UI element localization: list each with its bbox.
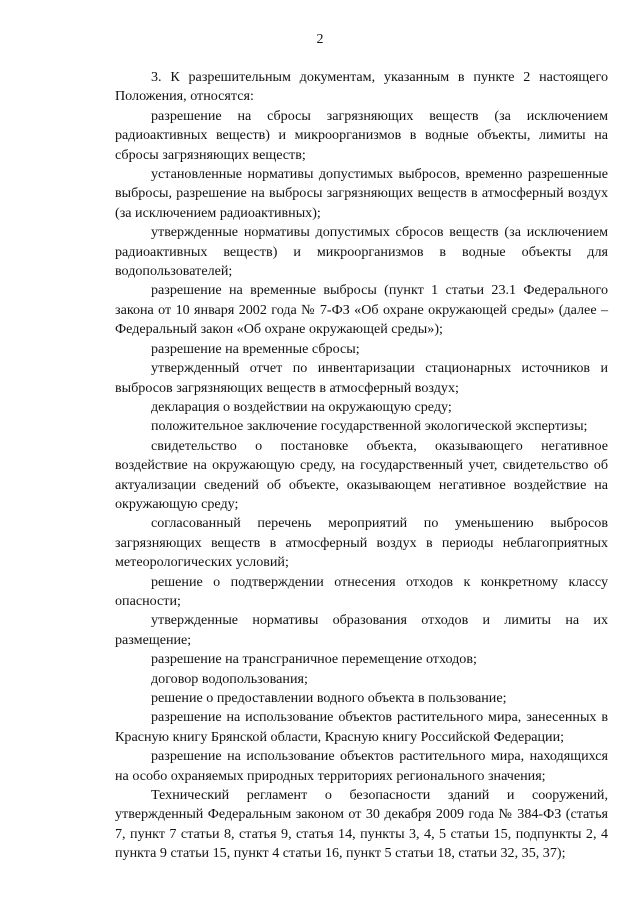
paragraph: установленные нормативы допустимых выбросов, временно разрешенные выбросы, разрешение на выбросы загрязняющих веществ в атмосферный воздух (за исключением радиоактивных); <box>115 166 608 221</box>
paragraph: решение о подтверждении отнесения отходов к конкретному классу опасности; <box>115 573 608 609</box>
paragraph: утвержденные нормативы образования отходов и лимиты на их размещение; <box>115 612 608 648</box>
paragraph: разрешение на использование объектов растительного мира, находящихся на особо охраняемых природных территориях регионального значения; <box>115 748 608 784</box>
paragraph: 3. К разрешительным документам, указанным в пункте 2 настоящего Положения, относятся: <box>115 69 608 105</box>
paragraph: разрешение на временные выбросы (пункт 1 статьи 23.1 Федерального закона от 10 января 2002 года № 7-ФЗ «Об охране окружающей среды» (далее – Федеральный закон «Об охране окружающей среды»); <box>115 282 608 338</box>
paragraph: разрешение на временные сбросы; <box>151 340 360 357</box>
paragraph: утвержденный отчет по инвентаризации стационарных источников и выбросов загрязняющих веществ в атмосферный воздух; <box>115 360 608 396</box>
paragraph: декларация о воздействии на окружающую среду; <box>151 398 452 415</box>
document-body <box>115 68 608 864</box>
page-number: 2 <box>316 32 324 47</box>
paragraph: разрешение на сбросы загрязняющих веществ (за исключением радиоактивных веществ) и микроорганизмов в водные объекты, лимиты на сбросы загрязняющих веществ; <box>115 107 608 163</box>
paragraph: утвержденные нормативы допустимых сбросов веществ (за исключением радиоактивных веществ) и микроорганизмов в водные объекты для водопользователей; <box>115 224 608 280</box>
paragraph: свидетельство о постановке объекта, оказывающего негативное воздействие на окружающую среду, на государственный учет, свидетельство об актуализации сведений об объекте, оказывающем негативное воздействие на окружающую среду; <box>115 437 608 512</box>
paragraph: договор водопользования; <box>151 670 308 687</box>
paragraph: Технический регламент о безопасности зданий и сооружений, утвержденный Федеральным законом от 30 декабря 2009 года № 384-ФЗ (статья 7, пункт 7 статьи 8, статья 9, статья 14, пункты 3, 4, 5 статьи 15, подпункты 2, 4 пункта 9 статьи 15, пункт 4 статьи 16, пункт 5 статьи 18, статьи 32, 35, 37); <box>115 787 608 862</box>
paragraph: согласованный перечень мероприятий по уменьшению выбросов загрязняющих веществ в атмосферный воздух в периоды неблагоприятных метеорологических условий; <box>115 515 608 571</box>
paragraph: решение о предоставлении водного объекта в пользование; <box>151 690 507 706</box>
paragraph: разрешение на использование объектов растительного мира, занесенных в Красную книгу Брянской области, Красную книгу Российской Федерации; <box>115 709 608 745</box>
paragraph: разрешение на трансграничное перемещение отходов; <box>151 651 477 668</box>
paragraph: положительное заключение государственной экологической экспертизы; <box>151 418 588 435</box>
